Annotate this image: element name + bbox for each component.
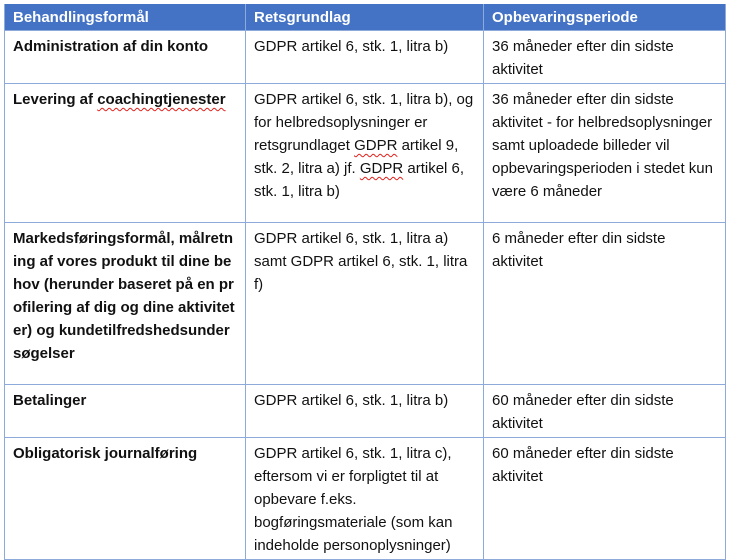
table-row [5, 223, 726, 385]
spellcheck-word: coachingtjenester [97, 91, 226, 108]
basis-text: artikel 6, stk. 1, litra b) [254, 160, 465, 200]
header-row [5, 4, 726, 31]
header-legal-basis: Retsgrundlag [246, 4, 484, 31]
spellcheck-word: GDPR [354, 137, 398, 154]
purpose-cell: Obligatorisk journalføring [5, 438, 246, 560]
legal-basis-cell: GDPR artikel 6, stk. 1, litra c), eftersom vi er forpligtet til at opbevare f.eks. bogføringsmateriale (som kan indeholde personoplysninger) [246, 438, 484, 560]
table-row [5, 385, 726, 438]
header-purpose: Behandlingsformål [5, 4, 246, 31]
legal-basis-cell: GDPR artikel 6, stk. 1, litra a) samt GDPR artikel 6, stk. 1, litra f) [246, 223, 484, 385]
table-row [5, 438, 726, 560]
purpose-cell: Administration af din konto [5, 31, 246, 84]
purpose-cell: Markedsføringsformål, målretning af vores produkt til dine behov (herunder baseret på en profilering af dig og dine aktiviteter) og kundetilfredshedsundersøgelser [5, 223, 246, 385]
retention-cell: 60 måneder efter din sidste aktivitet [484, 438, 726, 560]
basis-text: GDPR artikel 6, stk. 1, litra b), og for helbredsoplysninger er retsgrundlaget [254, 91, 474, 154]
legal-basis-cell: GDPR artikel 6, stk. 1, litra b) [246, 385, 484, 438]
spellcheck-word: GDPR [359, 160, 404, 177]
basis-text: artikel 9, stk. 2, litra a) jf. [254, 137, 459, 177]
retention-cell: 36 måneder efter din sidste aktivitet [484, 31, 726, 84]
header-retention: Opbevaringsperiode [484, 4, 726, 31]
legal-basis-cell [246, 84, 484, 223]
processing-table [4, 4, 726, 560]
table-row [5, 84, 726, 223]
retention-cell: 6 måneder efter din sidste aktivitet [484, 223, 726, 385]
table-row [5, 31, 726, 84]
purpose-cell [5, 84, 246, 223]
legal-basis-cell: GDPR artikel 6, stk. 1, litra b) [246, 31, 484, 84]
purpose-text: Levering af [13, 91, 98, 108]
retention-cell: 36 måneder efter din sidste aktivitet - for helbredsoplysninger samt uploadede billeder vil opbevaringsperioden i stedet kun være 6 måneder [484, 84, 726, 223]
purpose-cell: Betalinger [5, 385, 246, 438]
retention-cell: 60 måneder efter din sidste aktivitet [484, 385, 726, 438]
